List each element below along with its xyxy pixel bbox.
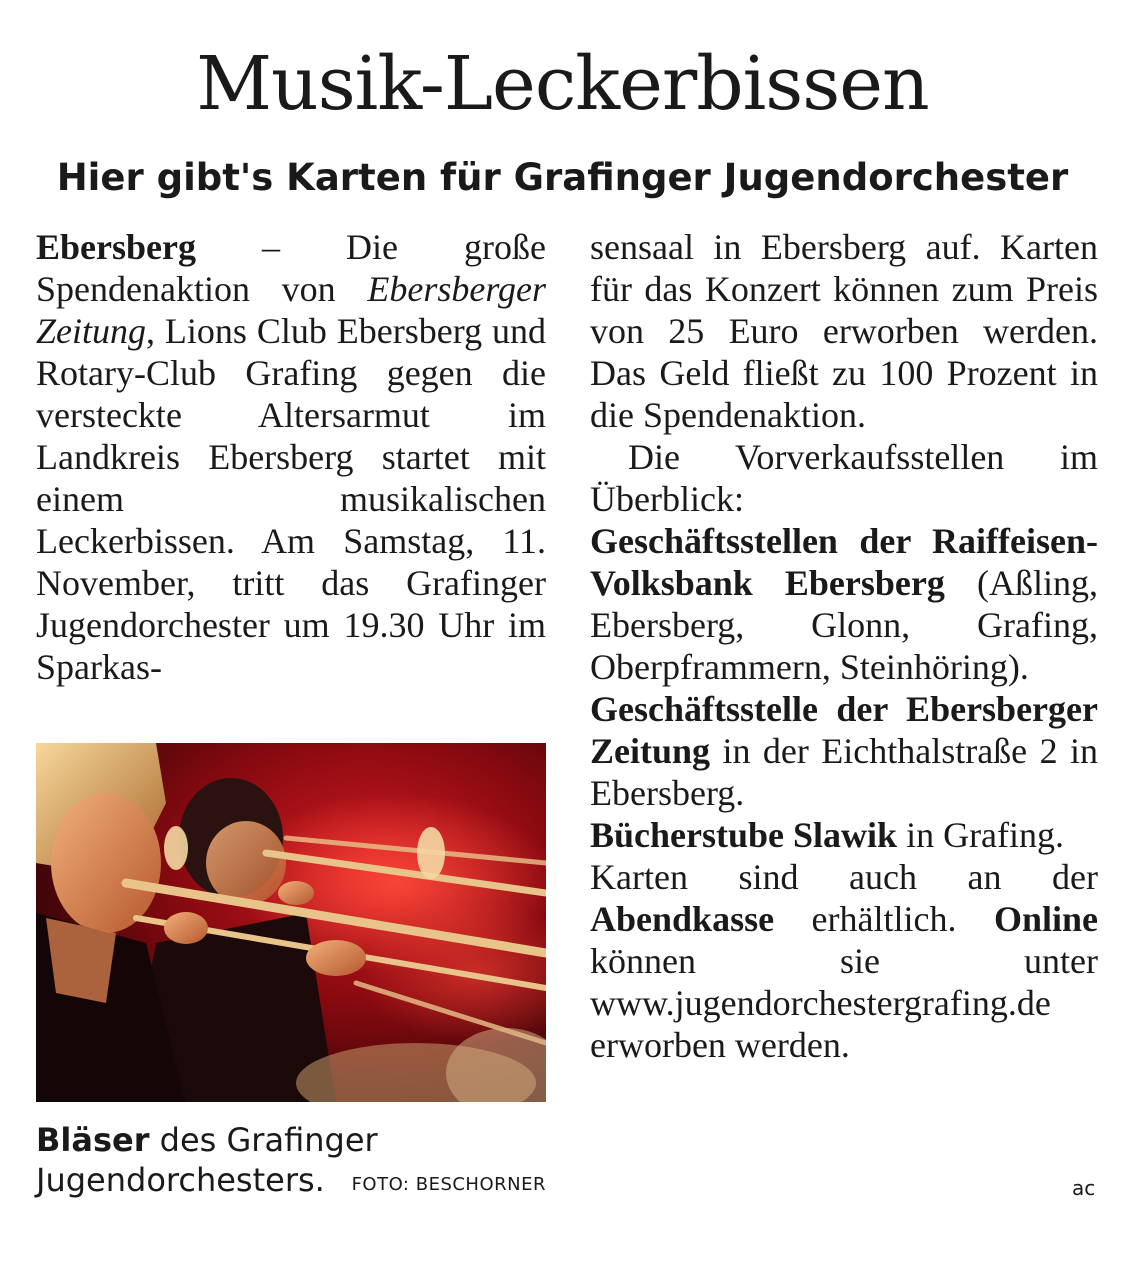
photo-caption [36, 1120, 546, 1200]
trombone-players-image [36, 743, 546, 1102]
outlet-zeitung [590, 688, 1098, 814]
outlet-zeitung-name: Geschäftsstelle der Ebersberger Zeitung [590, 689, 1098, 771]
outlet-buecherstube-detail: in Grafing. [897, 815, 1065, 855]
article-column-left [36, 226, 546, 688]
newspaper-name: Ebersberger Zeitung [36, 269, 546, 351]
outlet-raiffeisen-detail: (Aßling, Ebersberg, Glonn, Grafing, Oberpframmern, Steinhöring). [590, 563, 1098, 687]
orchestra-photo [36, 743, 546, 1102]
outlet-raiffeisen-name: Geschäftsstellen der Raiffeisen-Volksbank Ebersberg [590, 521, 1098, 603]
dateline: Ebersberg [36, 227, 196, 267]
lead-text-part-2: , Lions Club Ebersberg und Rotary-Club Grafing gegen die versteckte Altersarmut im Landkreis Ebersberg startet mit einem musikalischen Leckerbissen. Am Samstag, 11. November, tritt das Grafinger Jugendorchester um 19.30 Uhr im Sparkas- [36, 311, 546, 687]
outlet-buecherstube-name: Bücherstube Slawik [590, 815, 898, 855]
outlet-raiffeisen [590, 520, 1098, 688]
box-office-paragraph [590, 856, 1098, 1066]
subheadline: Hier gibt's Karten für Grafinger Jugendorchester [56, 156, 1069, 199]
ticket-paragraph: sensaal in Ebersberg auf. Karten für das Konzert können zum Preis von 25 Euro erworben werden. Das Geld fließt zu 100 Prozent in die Spendenaktion. [590, 227, 1098, 435]
online-label: Online [993, 899, 1098, 939]
outlet-zeitung-detail: in der Eichthalstraße 2 in Ebersberg. [590, 731, 1098, 813]
article-column-right [590, 226, 1098, 1066]
box-office-text-2: erhältlich. [774, 899, 994, 939]
caption-bold: Bläser [36, 1121, 150, 1159]
online-text: können sie unter www.jugendorchestergrafing.de erworben werden. [590, 941, 1098, 1065]
box-office-text-1: Karten sind auch an der [590, 857, 1098, 897]
outlets-intro: Die Vorverkaufsstellen im Überblick: [590, 437, 1098, 519]
lead-paragraph [36, 226, 546, 688]
photo-credit: FOTO: BESCHORNER [351, 1174, 546, 1195]
headline: Musik-Leckerbissen [196, 41, 929, 127]
caption-text: des Grafinger Jugendorchesters. [36, 1121, 378, 1199]
lead-text-part-1: – Die große Spendenaktion von [36, 227, 546, 309]
author-initials: ac [1072, 1176, 1096, 1200]
box-office-label: Abendkasse [590, 899, 775, 939]
outlet-buecherstube [590, 814, 1098, 856]
